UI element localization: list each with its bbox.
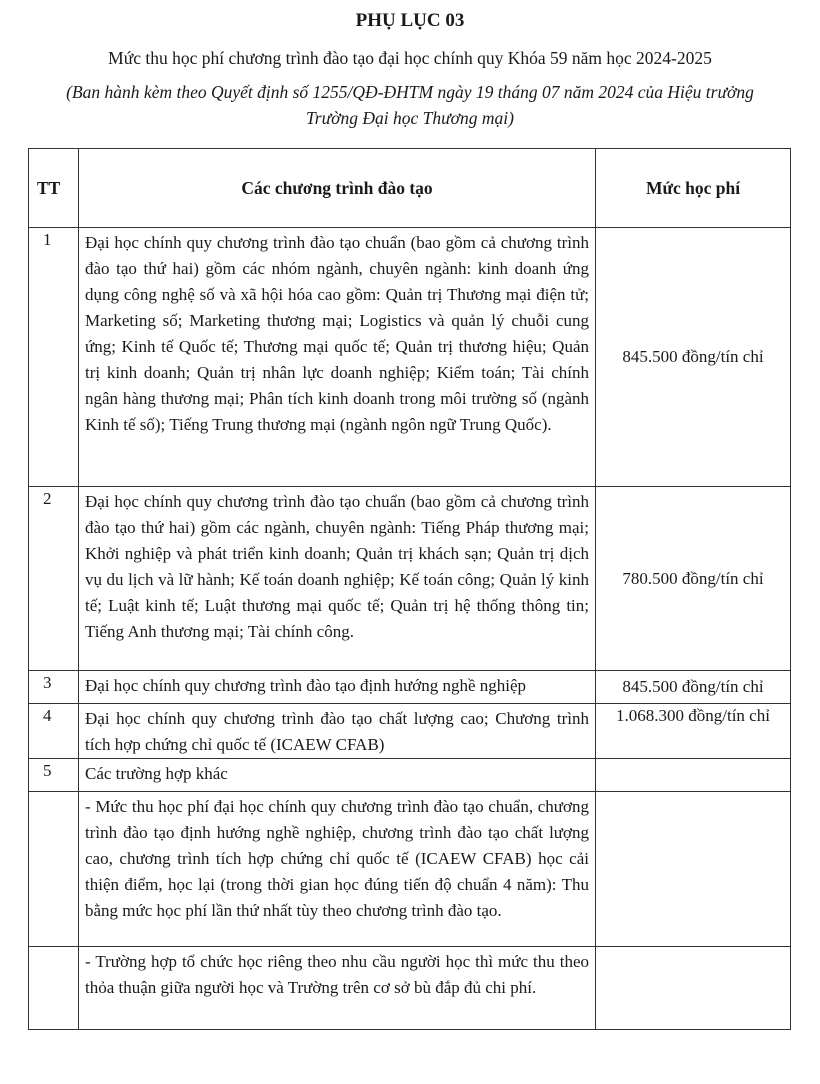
program-cell: Đại học chính quy chương trình đào tạo chuẩn (bao gồm cả chương trình đào tạo thứ hai) gồm các ngành, chuyên ngành: Tiếng Pháp thương mại; Khởi nghiệp và phát triển kinh doanh; Quản trị khách sạn; Quản trị dịch vụ du lịch và lữ hành; Kế toán doanh nghiệp; Kế toán công; Quản lý kinh tế; Luật kinh tế; Luật thương mại quốc tế; Quản trị hệ thống thông tin; Tiếng Anh thương mại; Tài chính công.	[79, 487, 596, 671]
column-header-program: Các chương trình đào tạo	[79, 149, 596, 228]
tuition-table	[28, 148, 791, 1030]
row-number	[29, 947, 79, 1030]
appendix-heading: PHỤ LỤC 03	[355, 10, 465, 31]
table-row	[29, 487, 791, 671]
table-row	[29, 792, 791, 947]
fee-cell: 845.500 đồng/tín chỉ	[596, 671, 791, 704]
program-cell: Đại học chính quy chương trình đào tạo định hướng nghề nghiệp	[79, 671, 596, 704]
row-number: 1	[29, 228, 79, 487]
fee-cell	[596, 792, 791, 947]
program-cell: Đại học chính quy chương trình đào tạo chuẩn (bao gồm cả chương trình đào tạo thứ hai) gồm các nhóm ngành, chuyên ngành: kinh doanh ứng dụng công nghệ số và xã hội hóa cao gồm: Quản trị Thương mại điện tử; Marketing số; Marketing thương mại; Logistics và quản lý chuỗi cung ứng; Kinh tế Quốc tế; Thương mại quốc tế; Quản trị thương hiệu; Quản trị kinh doanh; Quản trị nhân lực doanh nghiệp; Kiểm toán; Tài chính ngân hàng thương mại; Phân tích kinh doanh trong môi trường số (ngành Kinh tế số); Tiếng Trung thương mại (ngành ngôn ngữ Trung Quốc).	[79, 228, 596, 487]
fee-cell: 780.500 đồng/tín chỉ	[596, 487, 791, 671]
table-header-row	[29, 149, 791, 228]
row-number: 5	[29, 759, 79, 792]
decision-note: (Ban hành kèm theo Quyết định số 1255/QĐ-ĐHTM ngày 19 tháng 07 năm 2024 của Hiệu trưởng Trường Đại học Thương mại)	[66, 82, 754, 128]
fee-cell	[596, 759, 791, 792]
column-header-tt: TT	[29, 149, 79, 228]
fee-cell: 845.500 đồng/tín chỉ	[596, 228, 791, 487]
program-cell: - Mức thu học phí đại học chính quy chương trình đào tạo chuẩn, chương trình đào tạo định hướng nghề nghiệp, chương trình đào tạo chất lượng cao, chương trình tích hợp chứng chỉ quốc tế (ICAEW CFAB) học cải thiện điểm, học lại (trong thời gian học đúng tiến độ chuẩn 4 năm): Thu bằng mức học phí lần thứ nhất tùy theo chương trình đào tạo.	[79, 792, 596, 947]
program-cell: Đại học chính quy chương trình đào tạo chất lượng cao; Chương trình tích hợp chứng chỉ quốc tế (ICAEW CFAB)	[79, 704, 596, 759]
fee-cell: 1.068.300 đồng/tín chỉ	[596, 704, 791, 759]
program-cell: - Trường hợp tổ chức học riêng theo nhu cầu người học thì mức thu theo thỏa thuận giữa người học và Trường trên cơ sở bù đắp đủ chi phí.	[79, 947, 596, 1030]
program-cell: Các trường hợp khác	[79, 759, 596, 792]
column-header-fee: Mức học phí	[596, 149, 791, 228]
table-row	[29, 759, 791, 792]
row-number: 3	[29, 671, 79, 704]
row-number: 2	[29, 487, 79, 671]
row-number	[29, 792, 79, 947]
row-number: 4	[29, 704, 79, 759]
fee-cell	[596, 947, 791, 1030]
table-row	[29, 228, 791, 487]
table-row	[29, 947, 791, 1030]
table-row	[29, 671, 791, 704]
table-row	[29, 704, 791, 759]
document-title: Mức thu học phí chương trình đào tạo đại học chính quy Khóa 59 năm học 2024-2025	[108, 48, 712, 68]
